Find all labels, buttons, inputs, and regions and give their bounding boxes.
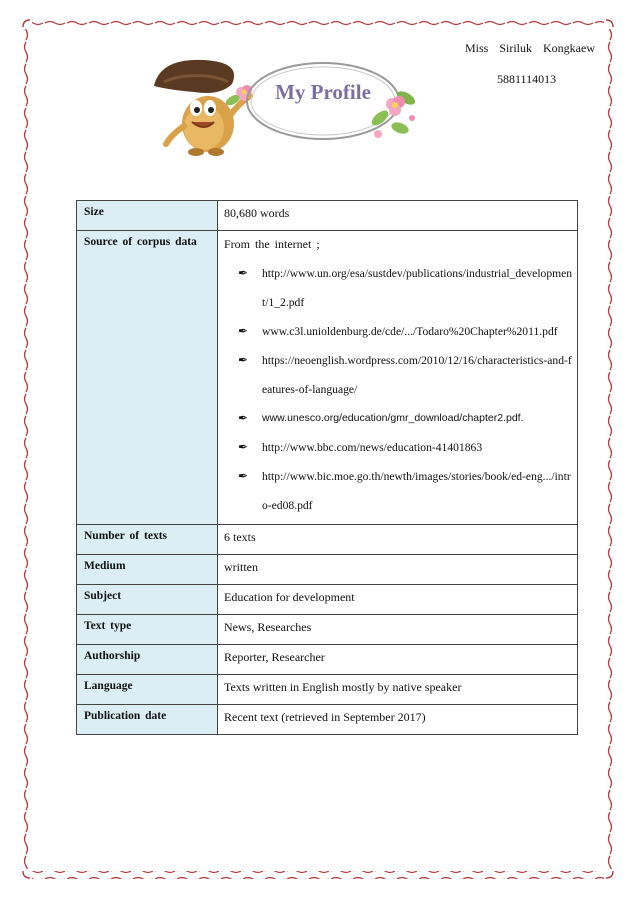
list-item	[224, 404, 573, 433]
list-item	[224, 346, 573, 404]
table-row	[77, 231, 578, 525]
list-item	[224, 462, 573, 520]
source-intro: From the internet ;	[224, 237, 320, 251]
table-row	[77, 585, 578, 615]
row-label-number-of-texts: Number of texts	[77, 525, 218, 555]
flower-decoration-right	[366, 78, 422, 140]
row-label-text-type: Text type	[77, 615, 218, 645]
list-item	[224, 433, 573, 462]
page-title: My Profile	[275, 80, 371, 104]
row-value-publication-date: Recent text (retrieved in September 2017)	[218, 705, 578, 735]
table-row	[77, 675, 578, 705]
pen-bullet-icon: ✒	[238, 440, 249, 454]
table-row	[77, 555, 578, 585]
row-value-authorship: Reporter, Researcher	[218, 645, 578, 675]
pen-bullet-icon: ✒	[238, 353, 249, 367]
row-value-subject: Education for development	[218, 585, 578, 615]
pen-bullet-icon: ✒	[238, 469, 249, 483]
row-value-source	[218, 231, 578, 525]
pen-bullet-icon: ✒	[238, 266, 249, 280]
table-row	[77, 525, 578, 555]
source-url: www.unesco.org/education/gmr_download/chapter2.pdf.	[262, 412, 524, 424]
row-value-number-of-texts: 6 texts	[218, 525, 578, 555]
list-item	[224, 259, 573, 317]
source-url: https://neoenglish.wordpress.com/2010/12/16/characteristics-and-features-of-language/	[262, 354, 572, 396]
source-url: www.c3l.unioldenburg.de/cde/.../Todaro%20Chapter%2011.pdf	[262, 325, 558, 338]
list-item	[224, 317, 573, 346]
row-value-text-type: News, Researches	[218, 615, 578, 645]
student-id: 5881114013	[497, 72, 557, 86]
source-list	[224, 259, 573, 524]
source-url: http://www.bbc.com/news/education-41401863	[262, 441, 483, 454]
source-url: http://www.un.org/esa/sustdev/publications/industrial_development/1_2.pdf	[262, 267, 573, 309]
row-value-language: Texts written in English mostly by native speaker	[218, 675, 578, 705]
row-value-medium: written	[218, 555, 578, 585]
row-label-size: Size	[77, 201, 218, 231]
source-url: http://www.bic.moe.go.th/newth/images/stories/book/ed-eng.../intro-ed08.pdf	[262, 470, 571, 512]
row-label-subject: Subject	[77, 585, 218, 615]
table-row	[77, 645, 578, 675]
row-label-language: Language	[77, 675, 218, 705]
row-label-source: Source of corpus data	[77, 231, 218, 525]
pen-bullet-icon: ✒	[238, 411, 249, 425]
table-row	[77, 705, 578, 735]
row-label-medium: Medium	[77, 555, 218, 585]
table-row	[77, 615, 578, 645]
pen-bullet-icon: ✒	[238, 324, 249, 338]
row-label-publication-date: Publication date	[77, 705, 218, 735]
corpus-profile-table	[76, 200, 578, 735]
row-value-size: 80,680 words	[218, 201, 578, 231]
table-row	[77, 201, 578, 231]
row-label-authorship: Authorship	[77, 645, 218, 675]
author-name: Miss Siriluk Kongkaew	[465, 41, 595, 55]
